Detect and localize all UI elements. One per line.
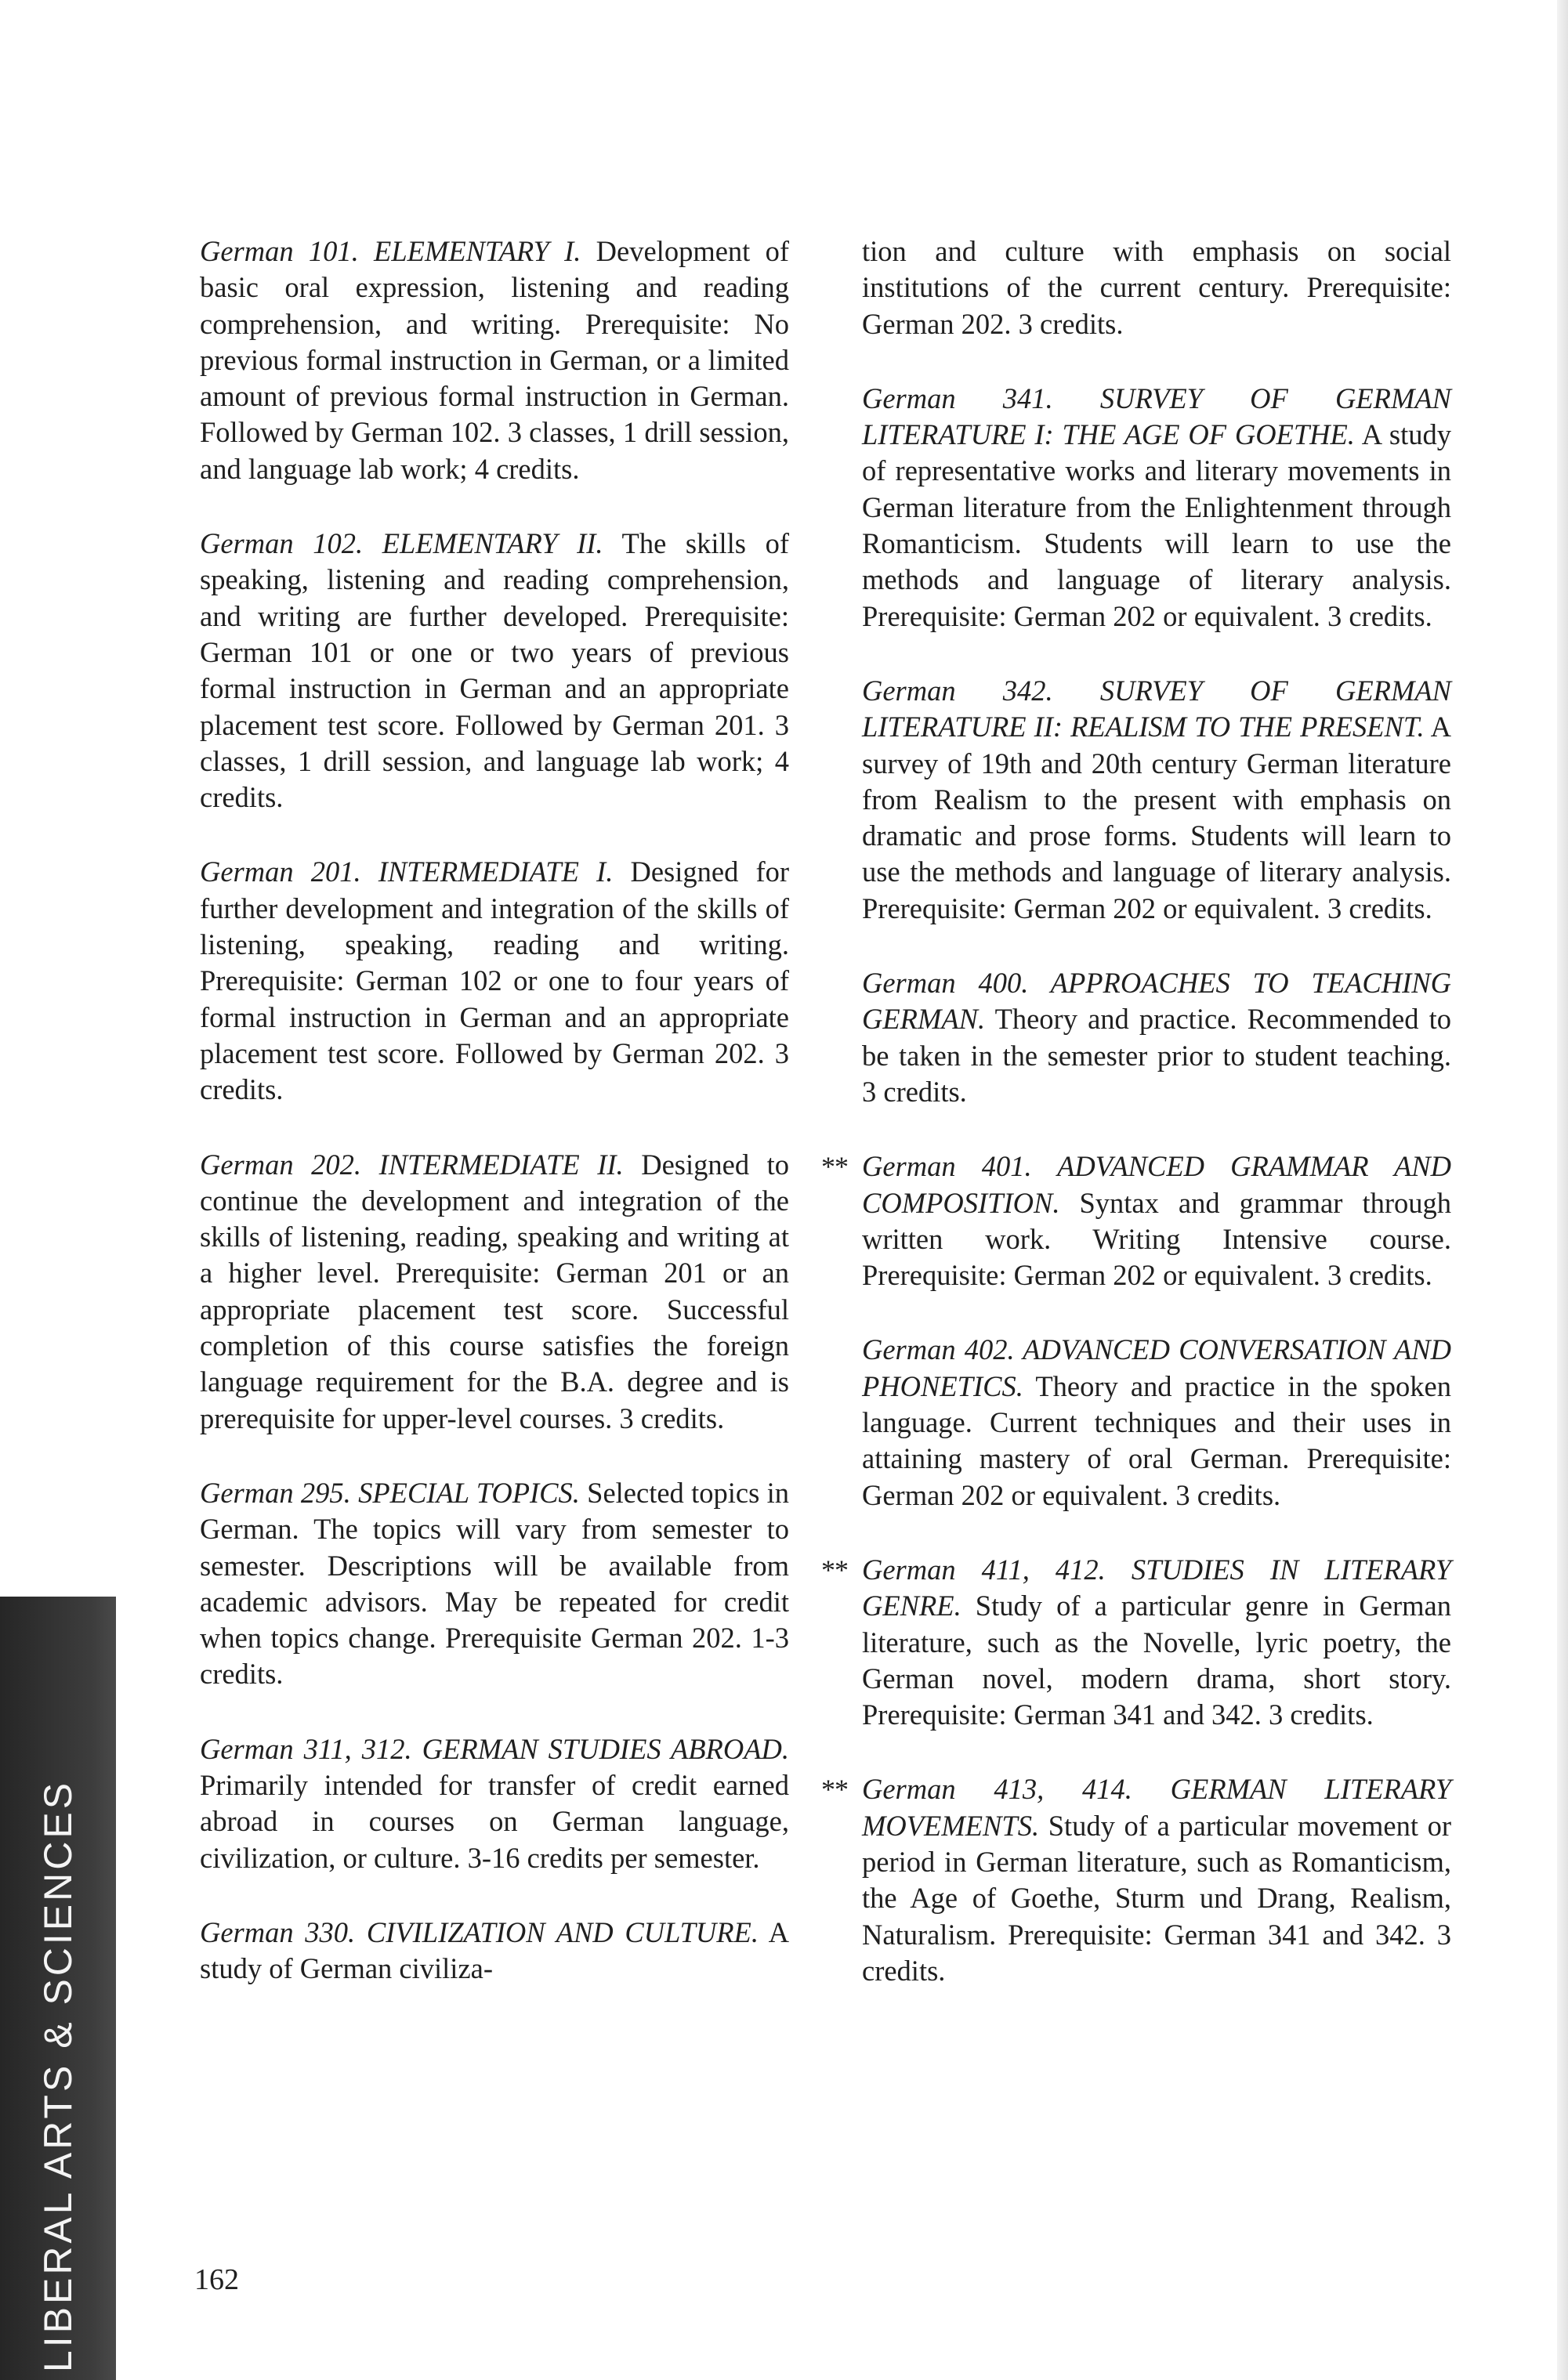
writing-intensive-marker: ** (821, 1151, 848, 1183)
course-description: Study of a particular genre in German literature, such as the Novelle, lyric poetry, the German novel, modern drama, short story. Prerequisite: German 341 and 342. 3 credits. (862, 1590, 1451, 1731)
course-description: Designed for further development and integration of the skills of listening, speaking, reading and writing. Prerequisite: German 102 or one to four years of formal instruction in German and an appropriate placement test score. Followed by German 202. 3 credits. (200, 855, 790, 1106)
course-entry-continuation: tion and culture with emphasis on social institutions of the current century. Prerequisite: German 202. 3 credits. (862, 235, 1451, 340)
course-entry-german-295 (200, 1475, 789, 1693)
course-description: Selected topics in German. The topics will vary from semester to semester. Descriptions will be available from academic advisors. May be repeated for credit when topics change. Prerequisite German 202. 1-3 credits. (200, 1476, 789, 1691)
course-title: German 201. INTERMEDIATE I. (200, 855, 614, 888)
course-title: German 101. ELEMENTARY I. (200, 235, 581, 267)
course-description: A study of representative works and literary movements in German literature from the Enlightenment through Romanticism. Students will learn to use the methods and language of literary analysis. Prerequisite: German 202 or equivalent. 3 credits. (862, 418, 1451, 632)
course-description: Syntax and grammar through written work. Writing Intensive course. Prerequisite: German 202 or equivalent. 3 credits. (862, 1186, 1451, 1292)
course-entry-german-330 (200, 1915, 789, 1988)
course-description: Primarily intended for transfer of credit earned abroad in courses on German language, civilization, or culture. 3-16 credits per semester. (200, 1768, 789, 1874)
course-entry-german-341 (862, 381, 1451, 635)
course-description: Study of a particular movement or period in German literature, such as Romanticism, the Age of Goethe, Sturm und Drang, Realism, Naturalism. Prerequisite: German 341 and 342. 3 credits. (862, 1809, 1451, 1987)
course-entry-german-311-312 (200, 1731, 789, 1876)
course-entry-german-102 (200, 526, 789, 816)
course-title: German 400. APPROACHES TO TEACHING GERMAN. (862, 967, 1451, 1036)
course-title: German 202. INTERMEDIATE II. (200, 1148, 624, 1181)
course-description: The skills of speaking, listening and reading comprehension, and writing are further developed. Prerequisite: German 101 or one or two years of previous formal instruction in German and an appropriate placement test score. Followed by German 201. 3 classes, 1 drill session, and language lab work; 4 credits. (200, 527, 789, 814)
left-column (200, 233, 789, 2025)
writing-intensive-marker: ** (821, 1774, 848, 1806)
course-title: German 341. SURVEY OF GERMAN LITERATURE I: THE AGE OF GOETHE. (862, 382, 1451, 451)
course-title: German 413, 414. GERMAN LITERARY MOVEMENTS. (862, 1773, 1451, 1842)
course-entry-german-402 (862, 1332, 1451, 1513)
course-entry-german-202 (200, 1147, 789, 1437)
course-description: Designed to continue the development and integration of the skills of listening, reading, speaking and writing at a higher level. Prerequisite: German 201 or an appropriate placement test score. Successful completion of this course satisfies the foreign language requirement for the B.A. degree and is prerequisite for upper-level courses. 3 credits. (200, 1148, 790, 1434)
course-title: German 342. SURVEY OF GERMAN LITERATURE II: REALISM TO THE PRESENT. (862, 674, 1451, 743)
course-title: German 330. CIVILIZATION AND CULTURE. (200, 1915, 759, 1948)
course-title: German 411, 412. STUDIES IN LITERARY GENRE. (862, 1553, 1451, 1622)
course-description: Theory and practice in the spoken language. Current techniques and their uses in attaining mastery of oral German. Prerequisite: German 202 or equivalent. 3 credits. (862, 1369, 1451, 1511)
section-side-tab-label: LIBERAL ARTS & SCIENCES (36, 1779, 80, 2373)
course-description: A study of German civiliza- (200, 1915, 789, 1985)
writing-intensive-marker: ** (821, 1554, 848, 1586)
right-column (821, 233, 1451, 2027)
course-description: A survey of 19th and 20th century German literature from Realism to the present with emphasis on dramatic and prose forms. Students will learn to use the methods and language of literary analysis. Prerequisite: German 202 or equivalent. 3 credits. (862, 711, 1451, 924)
course-description: Development of basic oral expression, listening and reading comprehension, and writing. Prerequisite: No previous formal instruction in German, or a limited amount of previous formal instruction in German. Followed by German 102. 3 classes, 1 drill session, and language lab work; 4 credits. (200, 235, 789, 485)
course-description: Theory and practice. Recommended to be taken in the semester prior to student teaching. 3 credits. (862, 1003, 1451, 1108)
course-entry-german-413-414 (821, 1771, 1451, 1989)
course-entry-german-101 (200, 233, 789, 487)
course-title: German 295. SPECIAL TOPICS. (200, 1476, 580, 1509)
course-title: German 401. ADVANCED GRAMMAR AND COMPOSITION. (862, 1150, 1451, 1219)
course-entry-german-401 (821, 1148, 1451, 1293)
course-title: German 102. ELEMENTARY II. (200, 527, 603, 560)
course-entry-german-411-412 (821, 1552, 1451, 1733)
course-title: German 402. ADVANCED CONVERSATION AND PHONETICS. (862, 1333, 1451, 1402)
course-title: German 311, 312. GERMAN STUDIES ABROAD. (200, 1732, 789, 1765)
course-entry-german-400 (862, 965, 1451, 1110)
page-edge (1557, 0, 1568, 2380)
course-entry-german-201 (200, 854, 789, 1108)
page-number: 162 (194, 2263, 239, 2296)
course-entry-german-342 (862, 673, 1451, 927)
